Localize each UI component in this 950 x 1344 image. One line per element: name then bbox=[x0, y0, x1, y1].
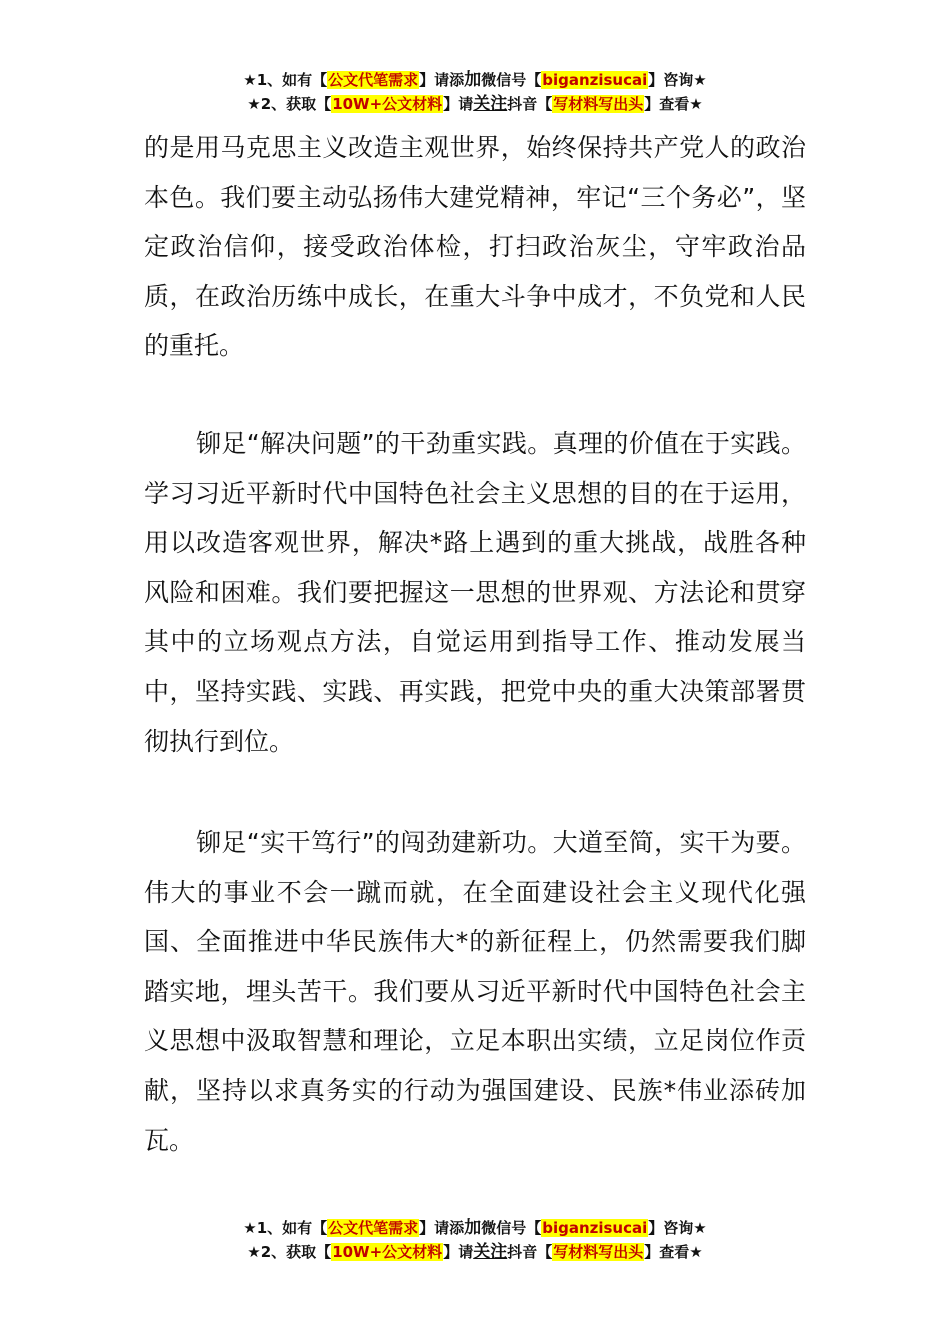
header-banner bbox=[0, 68, 950, 116]
body-paragraph-3-container bbox=[144, 818, 806, 1165]
banner-line-2-prefix: ★2、获取【 bbox=[247, 95, 332, 113]
banner-line-1-mid: 】请添 bbox=[419, 71, 465, 89]
banner-line-1-prefix: ★1、如有【 bbox=[243, 1219, 328, 1237]
banner-douyin-account: 写材料写出头 bbox=[553, 1243, 644, 1261]
banner-line-2-suffix: 】查看★ bbox=[644, 95, 703, 113]
footer-banner bbox=[0, 1216, 950, 1264]
banner-line-1-suffix: 】咨询★ bbox=[648, 1219, 707, 1237]
banner-highlight-materials: 10W+公文材料 bbox=[332, 95, 443, 113]
body-paragraph: 铆足“实干笃行”的闯劲建新功。大道至简，实干为要。伟大的事业不会一蹴而就，在全面建设社会主义现代化强国、全面推进中华民族伟大*的新征程上，仍然需要我们脚踏实地，埋头苦干。我们要从习近平新时代中国特色社会主义思想中汲取智慧和理论，立足本职出实绩，立足岗位作贡献，坚持以求真务实的行动为强国建设、民族*伟业添砖加瓦。 bbox=[144, 828, 806, 1155]
banner-line-1-mid2: 微信号【 bbox=[481, 1219, 542, 1237]
banner-line-1-add: 加 bbox=[464, 70, 482, 90]
banner-highlight-service: 公文代笔需求 bbox=[328, 71, 419, 89]
body-paragraph: 铆足“解决问题”的干劲重实践。真理的价值在于实践。学习习近平新时代中国特色社会主义思想的目的在于运用，用以改造客观世界，解决*路上遇到的重大挑战，战胜各种风险和困难。我们要把握这一思想的世界观、方法论和贯穿其中的立场观点方法，自觉运用到指导工作、推动发展当中，坚持实践、实践、再实践，把党中央的重大决策部署贯彻执行到位。 bbox=[144, 429, 806, 756]
banner-line-2-mid2: 抖音【 bbox=[507, 1243, 553, 1261]
banner-line-2-follow: 关注 bbox=[473, 1242, 508, 1262]
body-paragraph-2-container bbox=[144, 419, 806, 766]
banner-wechat-id: biganzisucai bbox=[542, 71, 648, 89]
banner-wechat-id: biganzisucai bbox=[542, 1219, 648, 1237]
banner-line-2-mid2: 抖音【 bbox=[507, 95, 553, 113]
banner-line-1-prefix: ★1、如有【 bbox=[243, 71, 328, 89]
banner-line-2-prefix: ★2、获取【 bbox=[247, 1243, 332, 1261]
banner-highlight-service: 公文代笔需求 bbox=[328, 1219, 419, 1237]
banner-line-2-mid: 】请 bbox=[443, 95, 474, 113]
banner-line-1-add: 加 bbox=[464, 1218, 482, 1238]
banner-douyin-account: 写材料写出头 bbox=[553, 95, 644, 113]
banner-line-2 bbox=[0, 1240, 950, 1264]
banner-line-1-mid2: 微信号【 bbox=[481, 71, 542, 89]
banner-highlight-materials: 10W+公文材料 bbox=[332, 1243, 443, 1261]
banner-line-2-follow: 关注 bbox=[473, 94, 508, 114]
banner-line-1 bbox=[0, 68, 950, 92]
banner-line-1-suffix: 】咨询★ bbox=[648, 71, 707, 89]
body-paragraph: 的是用马克思主义改造主观世界，始终保持共产党人的政治本色。我们要主动弘扬伟大建党精神，牢记“三个务必”，坚定政治信仰，接受政治体检，打扫政治灰尘，守牢政治品质，在政治历练中成长，在重大斗争中成才，不负党和人民的重托。 bbox=[144, 133, 806, 361]
banner-line-2 bbox=[0, 92, 950, 116]
banner-line-1 bbox=[0, 1216, 950, 1240]
body-paragraph-1-container bbox=[144, 123, 806, 371]
banner-line-2-suffix: 】查看★ bbox=[644, 1243, 703, 1261]
banner-line-2-mid: 】请 bbox=[443, 1243, 474, 1261]
banner-line-1-mid: 】请添 bbox=[419, 1219, 465, 1237]
